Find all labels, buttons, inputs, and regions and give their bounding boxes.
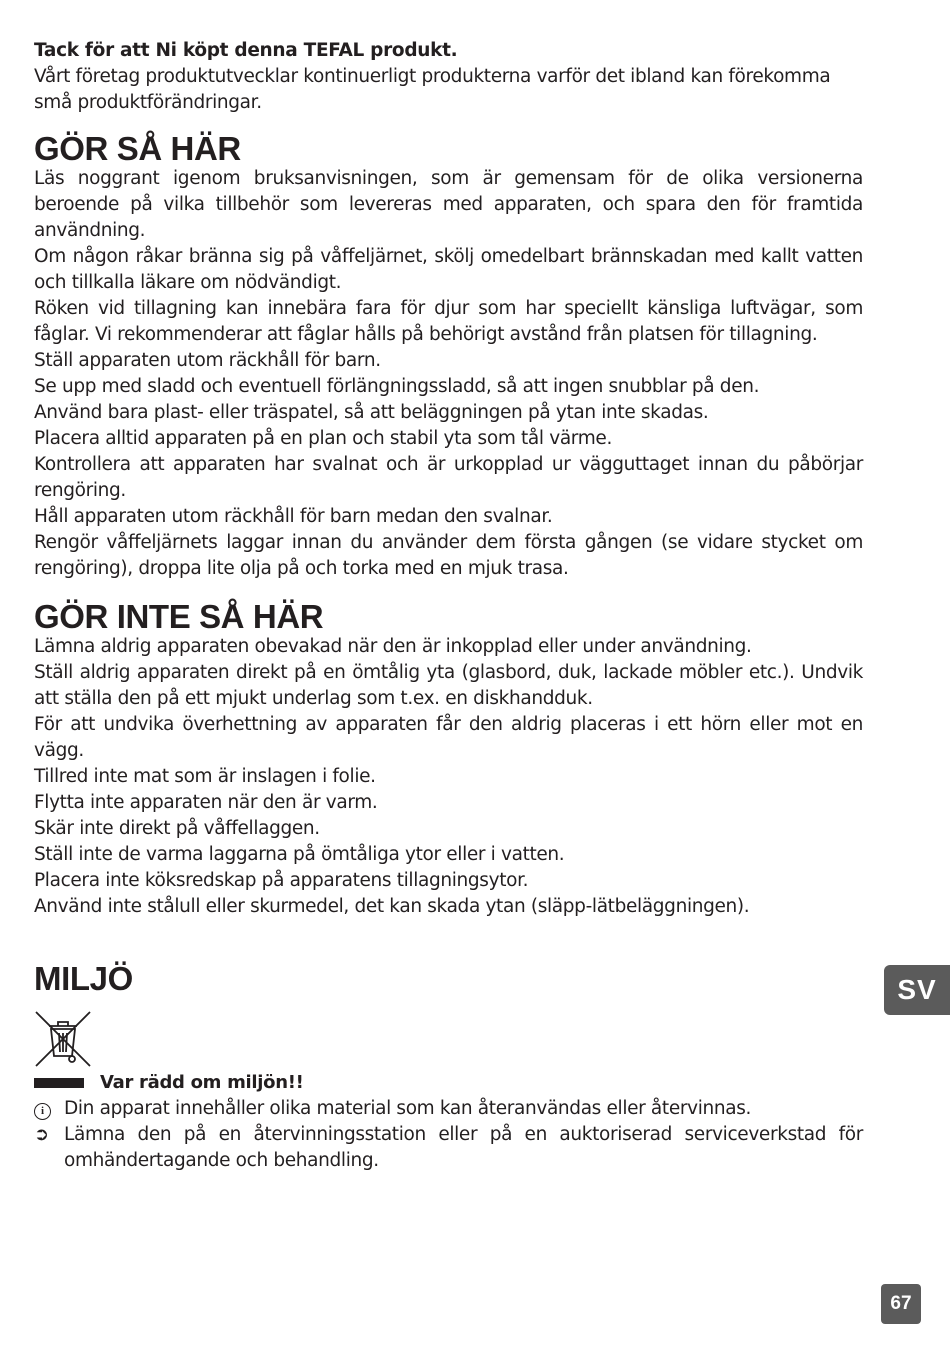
dont-item: Använd inte stålull eller skurmedel, det kan skada ytan (släpp-lätbeläggningen).: [34, 896, 750, 917]
do-item: Placera alltid apparaten på en plan och stabil yta som tål värme.: [34, 428, 612, 449]
info-bullet: [34, 1096, 863, 1122]
dont-item: Ställ aldrig apparaten direkt på en ömtålig yta (glasbord, duk, lackade möbler etc.). Undvik att ställa den på ett mjukt underlag som t.ex. en diskhandduk.: [34, 662, 863, 709]
section-heading-dont: GÖR INTE SÅ HÄR: [34, 598, 324, 635]
do-item: Se upp med sladd och eventuell förlängningssladd, så att ingen snubblar på den.: [34, 376, 760, 397]
section-heading-do: GÖR SÅ HÄR: [34, 130, 241, 167]
do-item: Röken vid tillagning kan innebära fara för djur som har speciellt känsliga luftvägar, som fåglar. Vi rekommenderar att fåglar hålls på behörigt avstånd från platsen för tillagning.: [34, 298, 863, 345]
info-icon: i: [34, 1096, 64, 1122]
dont-item: Flytta inte apparaten när den är varm.: [34, 792, 378, 813]
weee-crossed-bin-icon: [34, 1010, 92, 1068]
dont-item: Ställ inte de varma laggarna på ömtåliga ytor eller i vatten.: [34, 844, 565, 865]
dont-item: Lämna aldrig apparaten obevakad när den är inkopplad eller under användning.: [34, 636, 752, 657]
dont-item: Placera inte köksredskap på apparatens tillagningsytor.: [34, 870, 529, 891]
language-tab: SV: [884, 965, 950, 1015]
dont-list: [34, 634, 863, 920]
care-text: Var rädd om miljön!!: [100, 1072, 304, 1093]
action-bullet: [34, 1122, 863, 1174]
info-text: Din apparat innehåller olika material som kan återanvändas eller återvinnas.: [64, 1098, 752, 1119]
do-item: Håll apparaten utom räckhåll för barn medan den svalnar.: [34, 506, 553, 527]
page-content: [34, 38, 863, 1174]
dont-item: För att undvika överhettning av apparaten får den aldrig placeras i ett hörn eller mot en vägg.: [34, 714, 863, 761]
do-item: Läs noggrant igenom bruksanvisningen, som är gemensam för de olika versionerna beroende på vilka tillbehör som levereras med apparaten, och spara den för framtida användning.: [34, 168, 863, 241]
do-item: Kontrollera att apparaten har svalnat och är urkopplad ur vägguttaget innan du påbörjar rengöring.: [34, 454, 863, 501]
action-text: Lämna den på en återvinningsstation eller på en auktoriserad serviceverkstad för omhändertagande och behandling.: [64, 1124, 863, 1171]
page-number: 67: [881, 1284, 921, 1324]
do-item: Om någon råkar bränna sig på våffeljärnet, skölj omedelbart brännskadan med kallt vatten och tillkalla läkare om nödvändigt.: [34, 246, 863, 293]
environment-care-line: [34, 1070, 863, 1096]
do-item: Ställ apparaten utom räckhåll för barn.: [34, 350, 381, 371]
intro-thanks: Tack för att Ni köpt denna TEFAL produkt.: [34, 40, 458, 61]
dont-item: Skär inte direkt på våffellaggen.: [34, 818, 320, 839]
arrow-right-icon: ➲: [34, 1124, 50, 1145]
dont-item: Tillred inte mat som är inslagen i folie.: [34, 766, 376, 787]
black-bar-divider: [34, 1078, 84, 1088]
intro-text: Vårt företag produktutvecklar kontinuerligt produkterna varför det ibland kan förekomma små produktförändringar.: [34, 66, 831, 113]
section-heading-environment: MILJÖ: [34, 960, 133, 997]
do-item: Rengör våffeljärnets laggar innan du använder dem första gången (se vidare stycket om rengöring), droppa lite olja på och torka med en mjuk trasa.: [34, 532, 863, 579]
do-item: Använd bara plast- eller träspatel, så att beläggningen på ytan inte skadas.: [34, 402, 709, 423]
do-list: [34, 166, 863, 582]
